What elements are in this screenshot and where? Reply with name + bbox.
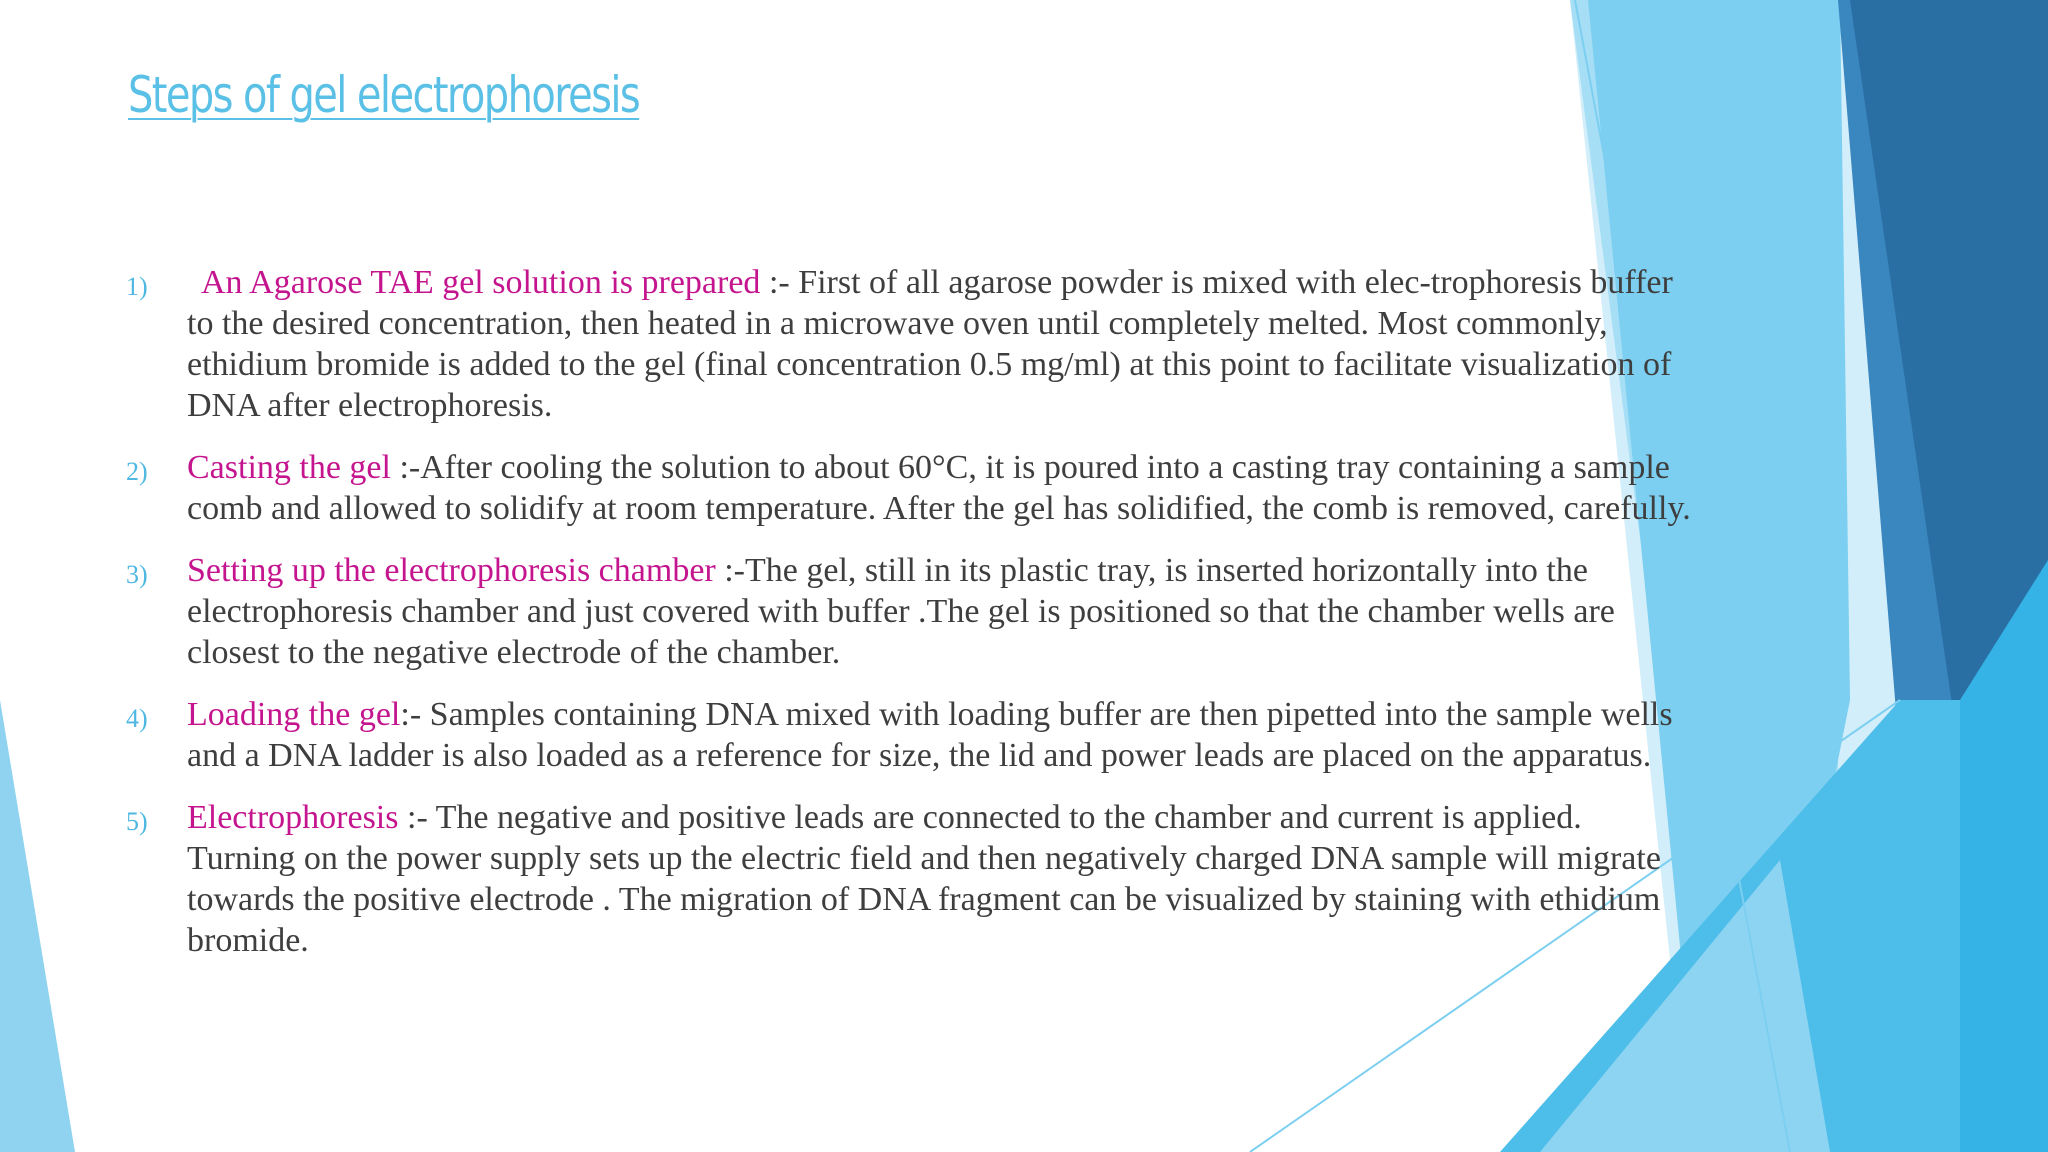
- step-heading: Loading the gel: [187, 696, 401, 733]
- step-number: 4): [126, 704, 148, 733]
- step-text: :- First of all agarose powder is mixed with elec-trophoresis buffer to the desired concentration, then heated in a microwave oven until completely melted. Most commonly, ethidium bromide is added to the gel (final concentration 0.5 mg/ml) at this point to facilitate visualization of DNA after electrophoresis.: [187, 264, 1673, 424]
- step-number: 1): [126, 272, 148, 301]
- step-heading: Electrophoresis: [187, 799, 399, 836]
- list-item: [126, 550, 1696, 673]
- left-accent-shape: [0, 700, 75, 1152]
- step-number: 3): [126, 560, 148, 589]
- step-number: 2): [126, 457, 148, 486]
- step-number: 5): [126, 807, 148, 836]
- list-item: [126, 797, 1696, 961]
- step-heading: Casting the gel: [187, 449, 391, 486]
- step-text: :-The gel, still in its plastic tray, is inserted horizontally into the electrophoresis chamber and just covered with buffer .The gel is positioned so that the chamber wells are closest to the negative electrode of the chamber.: [187, 552, 1615, 671]
- step-text: :- Samples containing DNA mixed with loading buffer are then pipetted into the sample wells and a DNA ladder is also loaded as a reference for size, the lid and power leads are placed on the apparatus.: [187, 696, 1673, 774]
- steps-list: [126, 262, 1696, 982]
- step-heading: Setting up the electrophoresis chamber: [187, 552, 716, 589]
- page-title: Steps of gel electrophoresis: [128, 66, 640, 124]
- list-item: [126, 447, 1696, 529]
- step-text: :-After cooling the solution to about 60°C, it is poured into a casting tray containing a sample comb and allowed to solidify at room temperature. After the gel has solidified, the comb is removed, carefully.: [187, 449, 1691, 527]
- list-item: [126, 262, 1696, 426]
- list-item: [126, 694, 1696, 776]
- step-text: :- The negative and positive leads are connected to the chamber and current is applied. Turning on the power supply sets up the electric field and then negatively charged DNA sample will migrate towards the positive electrode . The migration of DNA fragment can be visualized by staining with ethidium bromide.: [187, 799, 1661, 959]
- step-heading: An Agarose TAE gel solution is prepared: [201, 264, 761, 301]
